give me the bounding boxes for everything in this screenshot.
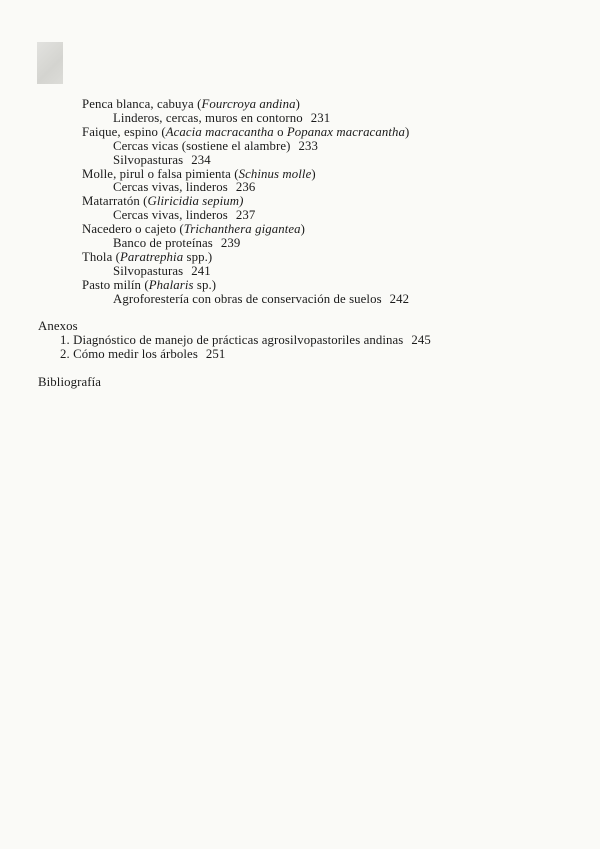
- bibliografia-heading[interactable]: Bibliografía: [38, 375, 102, 389]
- toc-entry-page-number: 233: [298, 138, 319, 153]
- toc-entry-text: ): [300, 222, 306, 237]
- toc-entry-page-number: 236: [235, 180, 256, 195]
- anexo-item-1-page: 245: [411, 333, 431, 347]
- toc-entry-page-number: 239: [220, 236, 241, 250]
- toc-practice-entry[interactable]: [113, 292, 409, 306]
- toc-entry-text: o: [273, 124, 287, 139]
- anexo-item-1[interactable]: [60, 333, 431, 347]
- anexo-item-2-page: 251: [205, 347, 226, 361]
- toc-entry-text: Pasto milín (: [82, 277, 149, 292]
- toc-species-entry: [82, 222, 313, 236]
- toc-entry-text: Nacedero o cajeto (: [82, 222, 184, 237]
- toc-species-entry: [82, 194, 252, 208]
- toc-species-entry: [82, 97, 308, 111]
- toc-practice-entry[interactable]: [113, 208, 255, 222]
- toc-entry-text: sp.): [193, 277, 217, 292]
- toc-entry-page-number: 242: [389, 291, 410, 306]
- toc-practice-entry[interactable]: [113, 153, 211, 167]
- toc-entry-text: Penca blanca, cabuya (: [82, 97, 202, 111]
- toc-entry-text: ): [295, 97, 300, 111]
- toc-species-entry: [82, 167, 324, 181]
- toc-entry-text: Cercas vicas (sostiene el alambre): [113, 138, 291, 153]
- toc-entry-page-number: 237: [235, 208, 256, 223]
- toc-entry-text: Matarratón (: [82, 194, 148, 209]
- toc-practice-entry[interactable]: [113, 139, 318, 153]
- toc-entry-scientific-name: Paratrephia: [120, 249, 184, 264]
- toc-practice-entry[interactable]: [113, 264, 211, 278]
- toc-entry-scientific-name: Gliricidia sepium): [147, 194, 244, 209]
- toc-entry-text: Linderos, cercas, muros en contorno: [113, 110, 303, 125]
- toc-entry-scientific-name: Trichanthera gigantea: [183, 222, 301, 237]
- toc-entry-text: Banco de proteínas: [113, 236, 213, 250]
- toc-entry-text: ): [405, 124, 410, 139]
- toc-entry-scientific-name: Schinus molle: [238, 166, 312, 181]
- anexos-heading: Anexos: [38, 319, 78, 333]
- toc-entry-scientific-name: Acacia macracantha: [165, 124, 274, 139]
- toc-entry-text: Cercas vivas, linderos: [113, 180, 228, 195]
- toc-entry-page-number: 231: [310, 110, 331, 125]
- anexo-item-2[interactable]: [60, 347, 225, 361]
- toc-entry-text: spp.): [183, 249, 213, 264]
- toc-species-entry: [82, 278, 224, 292]
- toc-entry-text: Silvopasturas: [113, 263, 184, 278]
- toc-entry-text: Molle, pirul o falsa pimienta (: [82, 166, 239, 181]
- toc-entry-page-number: 234: [191, 152, 211, 167]
- toc-species-entry: [82, 250, 220, 264]
- toc-entry-scientific-name: Popanax macracantha: [286, 124, 405, 139]
- toc-entry-page-number: 241: [191, 263, 211, 278]
- toc-entry-text: Agroforestería con obras de conservación de suelos: [113, 291, 382, 306]
- toc-entry-text: Faique, espino (: [82, 124, 166, 139]
- scan-corner-mark: [37, 42, 63, 84]
- toc-practice-entry[interactable]: [113, 180, 255, 194]
- toc-species-entry: [82, 125, 417, 139]
- toc-entry-scientific-name: Phalaris: [148, 277, 194, 292]
- anexo-item-1-text: 1. Diagnóstico de manejo de prácticas agrosilvopastoriles andinas: [60, 333, 404, 347]
- toc-entry-text: Cercas vivas, linderos: [113, 208, 228, 223]
- toc-practice-entry[interactable]: [113, 111, 330, 125]
- toc-practice-entry[interactable]: [113, 236, 240, 250]
- toc-entry-text: Silvopasturas: [113, 152, 184, 167]
- toc-entry-text: ): [311, 166, 316, 181]
- toc-entry-scientific-name: Fourcroya andina: [201, 97, 296, 111]
- toc-entry-text: Thola (: [82, 249, 121, 264]
- anexo-item-2-text: 2. Cómo medir los árboles: [60, 347, 198, 361]
